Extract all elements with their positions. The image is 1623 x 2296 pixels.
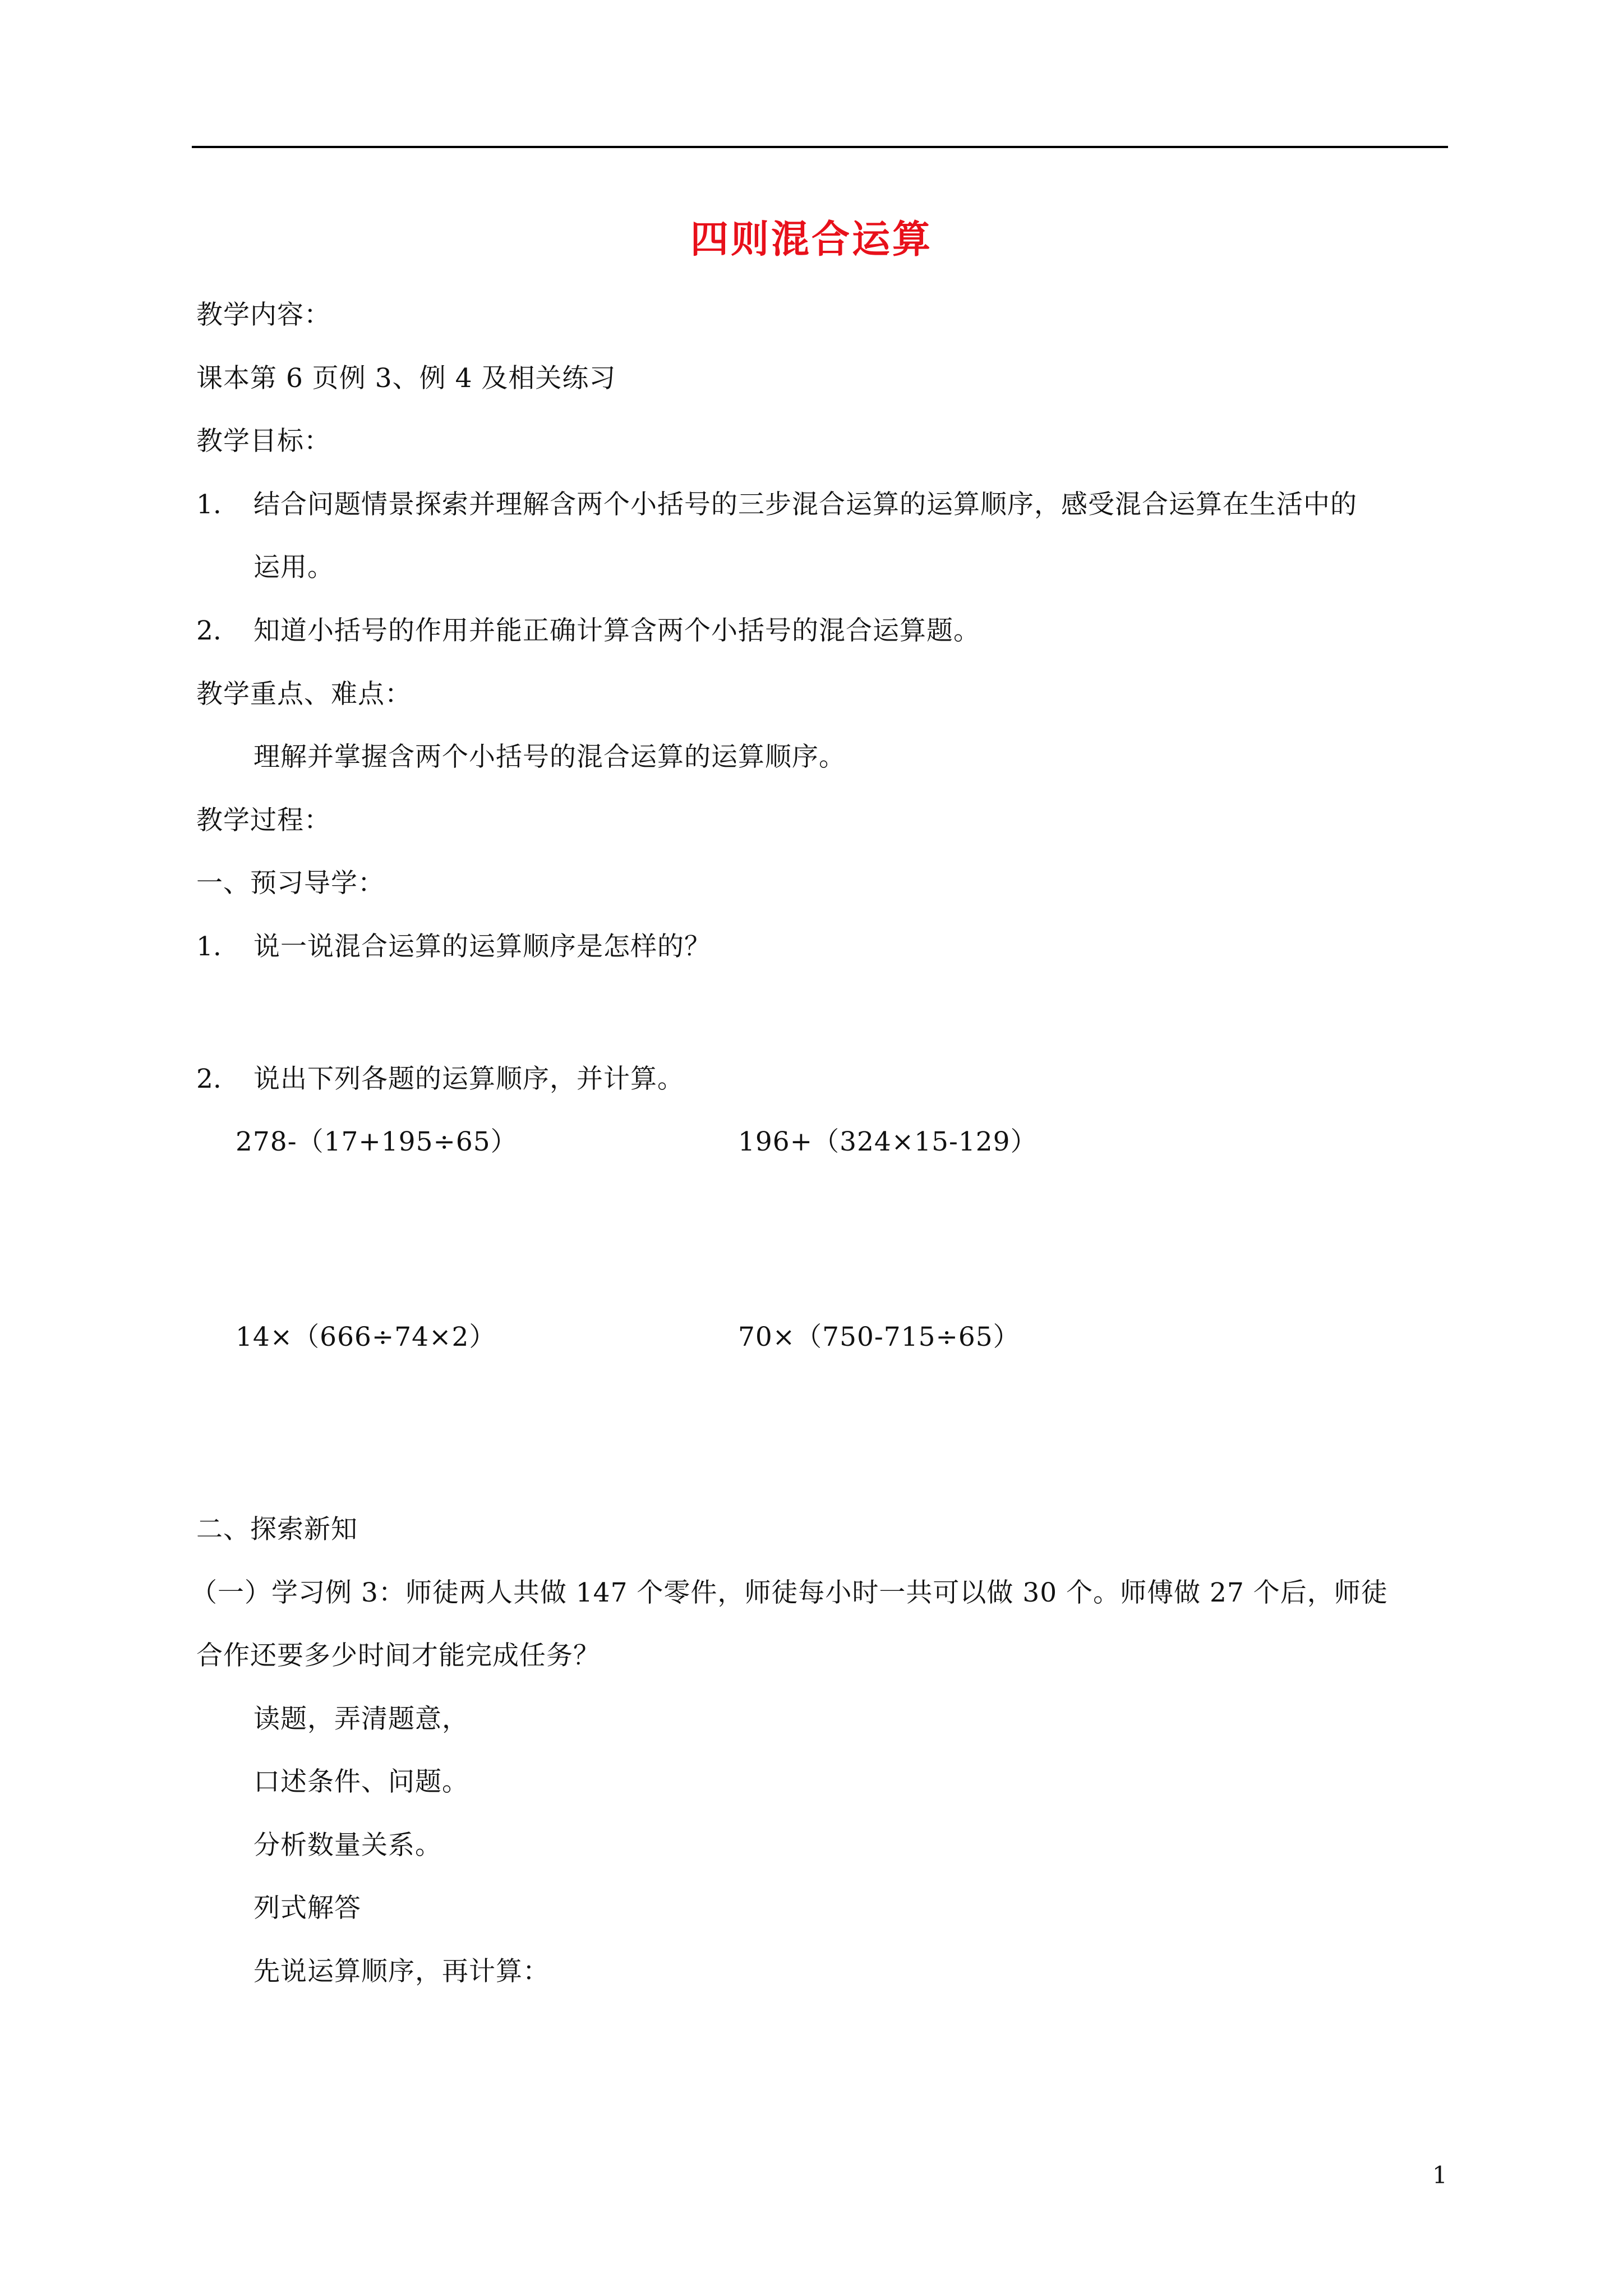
- goal-2-text: 知道小括号的作用并能正确计算含两个小括号的混合运算题。: [253, 615, 980, 646]
- goal-1-line-2: 运用。: [253, 552, 334, 583]
- example-3-line-2: 合作还要多少时间才能完成任务？: [196, 1640, 600, 1671]
- goal-1-line-1: 结合问题情景探索并理解含两个小括号的三步混合运算的运算顺序，感受混合运算在生活中的: [253, 489, 1357, 520]
- page-title: 四则混合运算: [690, 217, 933, 262]
- key-points-heading: 教学重点、难点：: [196, 679, 412, 710]
- content-text: 课本第 6 页例 3、例 4 及相关练习: [196, 363, 616, 394]
- exercise-1: 278-（17+195÷65）: [236, 1126, 518, 1157]
- header-rule: [192, 146, 1448, 148]
- content-heading: 教学内容：: [196, 300, 331, 330]
- section-2-heading: 二、探索新知: [196, 1514, 358, 1545]
- exercise-3: 14×（666÷74×2）: [236, 1322, 496, 1352]
- example-3-line-1: （一）学习例 3：师徒两人共做 147 个零件，师徒每小时一共可以做 30 个。师傅做 27 个后，师徒: [191, 1577, 1388, 1608]
- step-solve: 列式解答: [253, 1893, 361, 1924]
- goal-1-number: 1.: [196, 489, 222, 520]
- exercise-2: 196+（324×15-129）: [738, 1126, 1038, 1157]
- step-analyze: 分析数量关系。: [253, 1830, 442, 1861]
- page-number: 1: [1432, 2161, 1447, 2189]
- process-heading: 教学过程：: [196, 805, 331, 836]
- exercise-4: 70×（750-715÷65）: [738, 1322, 1020, 1352]
- step-state: 口述条件、问题。: [253, 1766, 469, 1797]
- step-read: 读题，弄清题意，: [253, 1704, 469, 1734]
- question-1-number: 1.: [196, 931, 222, 962]
- question-2-number: 2.: [196, 1064, 222, 1094]
- question-1-text: 说一说混合运算的运算顺序是怎样的？: [253, 931, 711, 962]
- goal-2-number: 2.: [196, 615, 222, 646]
- section-1-heading: 一、预习导学：: [196, 868, 385, 899]
- key-points-text: 理解并掌握含两个小括号的混合运算的运算顺序。: [253, 742, 846, 772]
- step-order: 先说运算顺序，再计算：: [253, 1956, 550, 1987]
- goals-heading: 教学目标：: [196, 426, 331, 457]
- question-2-text: 说出下列各题的运算顺序，并计算。: [253, 1064, 684, 1094]
